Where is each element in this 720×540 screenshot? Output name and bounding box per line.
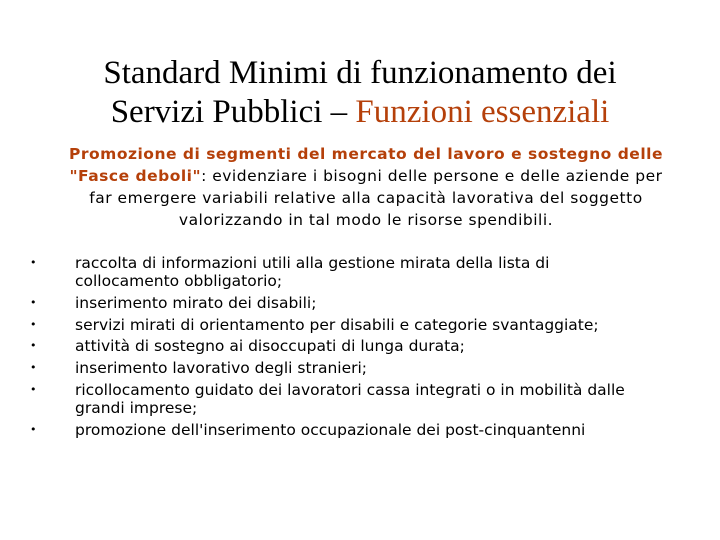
- list-item: [30, 381, 650, 417]
- list-item-text: raccolta di informazioni utili alla gestione mirata della lista di collocamento obbligatorio;: [75, 254, 550, 291]
- list-item: [30, 337, 650, 355]
- bullet-list: [30, 254, 650, 442]
- list-item-text: inserimento mirato dei disabili;: [75, 293, 317, 312]
- list-item: [30, 359, 650, 377]
- bullet-icon: •: [30, 339, 37, 353]
- bullet-icon: •: [30, 382, 37, 396]
- intro-rest-text: : evidenziare i bisogni delle persone e delle aziende per far emergere variabili relative alla capacità lavorativa del soggetto valorizzando in tal modo le risorse spendibili.: [89, 167, 663, 229]
- title-line-1: Standard Minimi di funzionamento dei: [103, 55, 617, 91]
- list-item-text: servizi mirati di orientamento per disabili e categorie svantaggiate;: [75, 315, 599, 334]
- bullet-icon: •: [30, 317, 37, 331]
- list-item: [30, 421, 650, 439]
- slide-title: [40, 54, 680, 132]
- bullet-icon: •: [30, 256, 37, 269]
- intro-paragraph: [66, 143, 666, 231]
- list-item: [30, 254, 650, 290]
- bullet-icon: •: [30, 361, 37, 375]
- title-line-2-accent: Funzioni essenziali: [355, 94, 610, 130]
- bullet-icon: •: [30, 422, 37, 436]
- intro-bold-text: Promozione di segmenti del mercato del lavoro e sostegno delle "Fasce deboli": [69, 145, 663, 185]
- list-item: [30, 316, 650, 334]
- title-line-2-black: Servizi Pubblici –: [110, 94, 356, 130]
- title-line-2: [40, 93, 680, 132]
- list-item: [30, 294, 650, 312]
- list-item-text: inserimento lavorativo degli stranieri;: [75, 359, 368, 378]
- list-item-text: ricollocamento guidato dei lavoratori cassa integrati o in mobilità dalle grandi imprese;: [75, 380, 625, 417]
- list-item-text: promozione dell'inserimento occupazionale dei post-cinquantenni: [75, 420, 586, 439]
- bullet-icon: •: [30, 295, 37, 309]
- list-item-text: attività di sostegno ai disoccupati di lunga durata;: [75, 337, 465, 356]
